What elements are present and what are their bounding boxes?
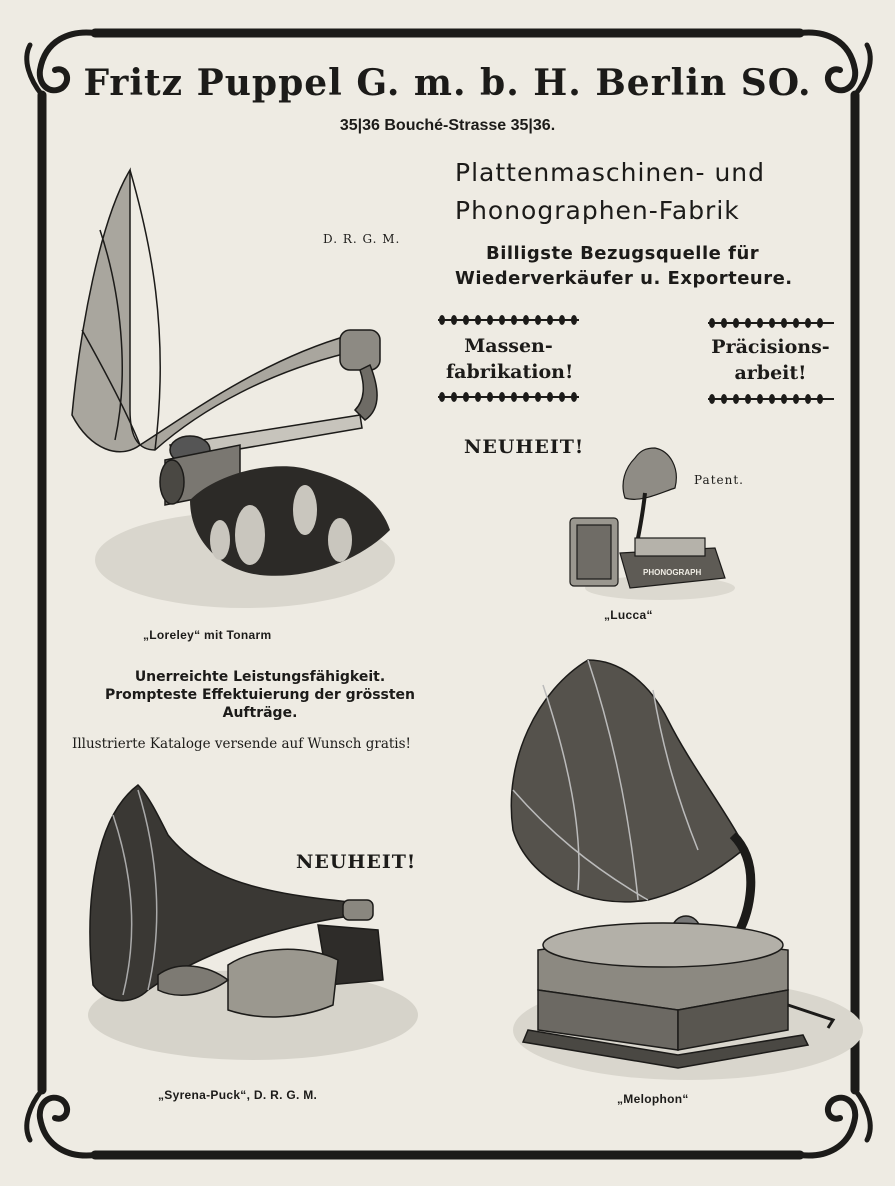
ornament-bead	[451, 392, 457, 402]
ornament-row	[706, 392, 836, 406]
ornament-bead	[475, 315, 481, 325]
syrena-puck-caption: „Syrena-Puck“, D. R. G. M.	[158, 1088, 318, 1102]
ornament-bead	[559, 392, 565, 402]
ornament-bead	[523, 315, 529, 325]
slogan-line: arbeit!	[734, 362, 807, 384]
ornament-bead	[571, 392, 577, 402]
neuheit-label: NEUHEIT!	[296, 851, 417, 873]
phonograph-box-label: PHONOGRAPH	[643, 568, 702, 577]
company-address: 35|36 Bouché-Strasse 35|36.	[339, 117, 556, 134]
ornament-bead	[511, 392, 517, 402]
slogan-line: Massen-	[464, 335, 553, 357]
ornament-bead	[781, 394, 787, 404]
ornament-bead	[523, 392, 529, 402]
ornament-bead	[535, 392, 541, 402]
ornament-bead	[499, 392, 505, 402]
ornament-bead	[547, 392, 553, 402]
syrena-puck-illustration	[78, 775, 428, 1075]
company-title: Fritz Puppel G. m. b. H. Berlin SO.	[83, 62, 812, 104]
body-line: Unerreichte Leistungsfähigkeit.	[134, 669, 386, 685]
ornament-bead	[745, 318, 751, 328]
ornament-bead	[793, 318, 799, 328]
ornament-bead	[793, 394, 799, 404]
slogan-line: Präcisions-	[711, 336, 830, 358]
ornament-bead	[571, 315, 577, 325]
slogan-line: fabrikation!	[446, 361, 574, 383]
ornament-bead	[709, 318, 715, 328]
ornament-bead	[805, 394, 811, 404]
lucca-phonograph-illustration	[565, 443, 735, 603]
neuheit-label: NEUHEIT!	[464, 436, 585, 458]
ornament-row	[436, 390, 581, 404]
ornament-row	[436, 313, 581, 327]
ornament-row	[706, 316, 836, 330]
intro-line-2: Phonographen-Fabrik	[455, 196, 740, 225]
ornament-bead	[757, 318, 763, 328]
ornament-bead	[463, 392, 469, 402]
loreley-caption: „Loreley“ mit Tonarm	[143, 628, 272, 642]
ornament-bead	[721, 318, 727, 328]
lucca-caption: „Lucca“	[604, 608, 653, 622]
ornament-bead	[547, 315, 553, 325]
ornament-bead	[805, 318, 811, 328]
melophon-caption: „Melophon“	[617, 1092, 689, 1106]
ornament-bead	[475, 392, 481, 402]
ornament-bead	[709, 394, 715, 404]
ornament-bead	[745, 394, 751, 404]
ornament-bead	[769, 394, 775, 404]
ornament-bead	[439, 392, 445, 402]
intro-line-1: Plattenmaschinen- und	[455, 158, 766, 187]
ornament-bead	[499, 315, 505, 325]
body-line: Prompteste Effektuierung der grössten	[104, 687, 416, 703]
ornament-bead	[439, 315, 445, 325]
ornament-bead	[733, 318, 739, 328]
ornament-bead	[781, 318, 787, 328]
catalog-note: Illustrierte Kataloge versende auf Wunsch gratis!	[72, 736, 411, 752]
ornament-bead	[463, 315, 469, 325]
ornament-bead	[487, 315, 493, 325]
ornament-bead	[559, 315, 565, 325]
slogan-mass-production	[446, 333, 574, 385]
drgm-mark: D. R. G. M.	[323, 232, 401, 246]
patent-mark: Patent.	[694, 473, 744, 487]
ornament-bead	[535, 315, 541, 325]
slogan-precision-work	[708, 334, 833, 386]
ornament-bead	[487, 392, 493, 402]
body-line: Aufträge.	[222, 705, 298, 721]
ornament-bead	[817, 394, 823, 404]
ornament-bead	[721, 394, 727, 404]
body-copy	[60, 668, 460, 722]
ornament-bead	[733, 394, 739, 404]
ornament-bead	[511, 315, 517, 325]
ornament-bead	[817, 318, 823, 328]
ornament-bead	[769, 318, 775, 328]
intro-sub-2: Wiederverkäufer u. Exporteure.	[455, 268, 793, 289]
intro-sub-1: Billigste Bezugsquelle für	[486, 243, 760, 264]
melophon-gramophone-illustration	[488, 650, 868, 1090]
loreley-gramophone-illustration	[60, 160, 410, 630]
ornament-bead	[451, 315, 457, 325]
ornament-bead	[757, 394, 763, 404]
